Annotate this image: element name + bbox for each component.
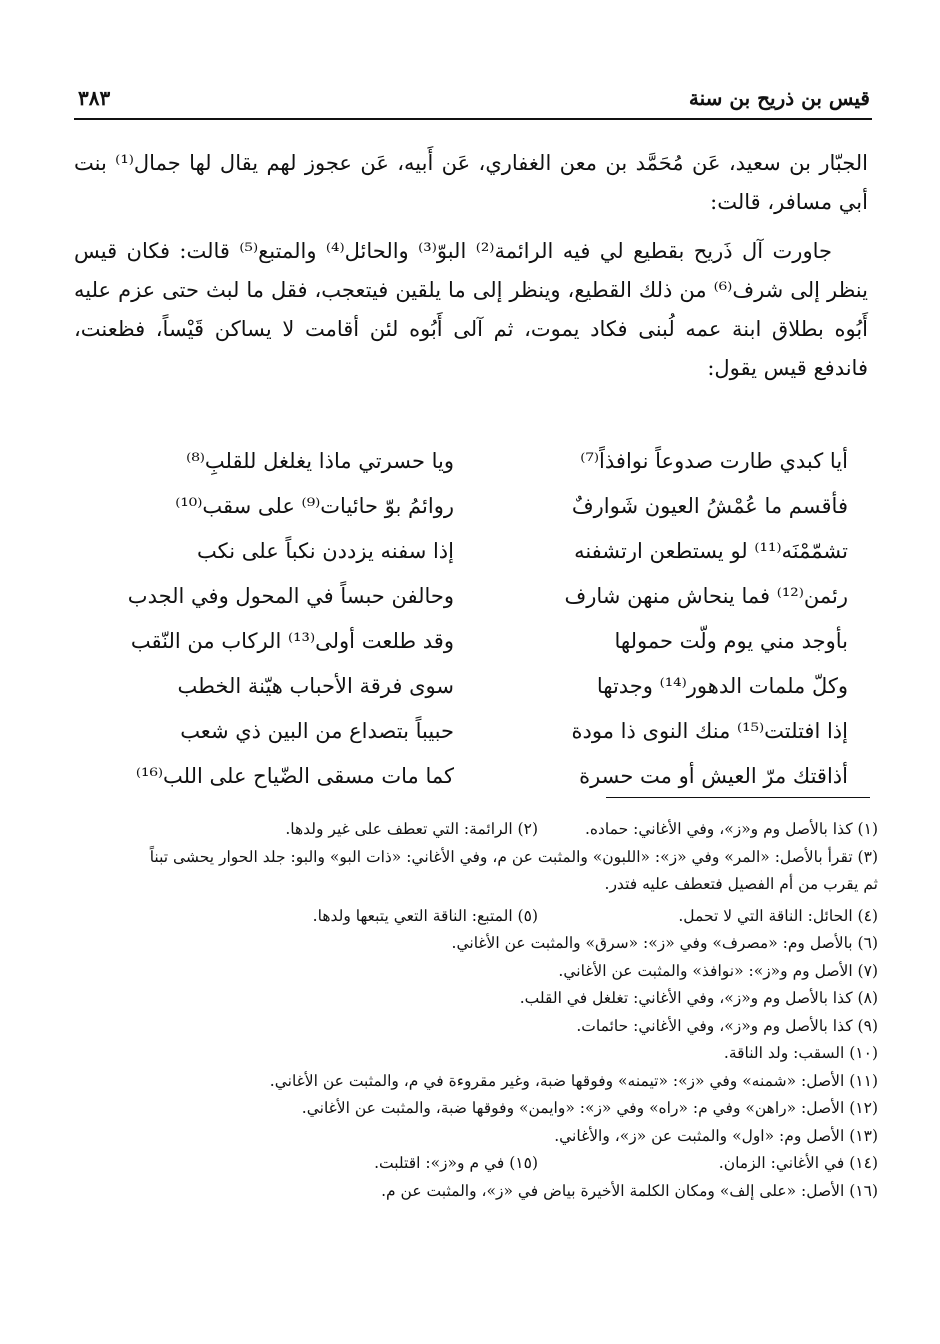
verse-first-hemistich: أيا كبدي طارت صدوعاً نوافذاً⁽⁷⁾: [580, 448, 848, 473]
verse-line: [124, 618, 848, 663]
verse-second-hemistich: وحالفن حبساً في المحول وفي الجدب: [127, 583, 454, 608]
footnote-3-continued: ثم يقرب من أم الفصيل فتعطف عليه فتدر.: [604, 875, 878, 893]
footnote-13: (١٣) الأصل وم: «اول» والمثبت عن «ز»، والأغاني.: [554, 1126, 878, 1145]
footnote-14: (١٤) في الأغاني: الزمان.: [718, 1154, 878, 1172]
verse-second-hemistich: سوى فرقة الأحباب هيّنة الخطب: [177, 673, 454, 698]
poem: [124, 438, 848, 798]
verse-second-hemistich: ويا حسرتي ماذا يغلغل للقلبِ⁽⁸⁾: [186, 448, 454, 473]
verse-first-hemistich: فأقسم ما عُمْشُ العيون شَوارفٌ: [571, 493, 848, 518]
header-divider: [74, 118, 872, 120]
footnote-divider: [606, 797, 870, 798]
verse-first-hemistich: تشمّمْنَه⁽¹¹⁾ لو يستطعن ارتشفنه: [574, 538, 848, 563]
page-number: ٣٨٣: [78, 86, 111, 110]
verse-line: [124, 483, 848, 528]
footnote-1: (١) كذا بالأصل وم و«ز»، وفي الأغاني: حماده.: [584, 820, 878, 838]
verse-line: [124, 438, 848, 483]
verse-line: [124, 753, 848, 798]
verse-first-hemistich: بأوجد مني يوم ولّت حمولها: [614, 628, 848, 653]
running-title: قيس بن ذريح بن سنة: [688, 86, 870, 110]
footnote-row: [70, 1150, 878, 1178]
footnote-3: (٣) تقرأ بالأصل: «المر» وفي «ز»: «اللبون» والمثبت عن م، وفي الأغاني: «ذات البو» والبو: جلد الحوار يحشى تبناً: [149, 847, 878, 866]
footnote-12: (١٢) الأصل: «راهن» وفي م: «راه» وفي «ز»: «وايمن» وفوقها ضبة، والمثبت عن الأغاني.: [301, 1099, 878, 1117]
verse-first-hemistich: إذا افتلتت⁽¹⁵⁾ منك النوى ذا مودة: [571, 718, 848, 743]
footnote-8: (٨) كذا بالأصل وم و«ز»، وفي الأغاني: تغلغل في القلب.: [519, 989, 878, 1007]
verse-second-hemistich: إذا سفنه يزددن نكباً على نكب: [197, 538, 454, 563]
verse-first-hemistich: وكلّ ملمات الدهور⁽¹⁴⁾ وجدتها: [596, 673, 848, 698]
verse-line: [124, 573, 848, 618]
footnote-row: [70, 816, 878, 844]
verse-line: [124, 708, 848, 753]
footnote-2: (٢) الرائمة: التي تعطف على غير ولدها.: [285, 820, 538, 838]
verse-first-hemistich: رئمن⁽¹²⁾ فما ينحاش منهن شارف: [564, 583, 848, 608]
footnote-5: (٥) المتبع: الناقة التعي يتبعها ولدها.: [312, 906, 538, 925]
verse-second-hemistich: وقد طلعت أولى⁽¹³⁾ الركاب من النّقب: [130, 628, 454, 653]
footnote-7: (٧) الأصل وم و«ز»: «نوافذ» والمثبت عن الأغاني.: [558, 961, 878, 980]
main-text: [74, 144, 868, 388]
verse-second-hemistich: روائمُ بوّ حائيات⁽⁹⁾ على سقب⁽¹⁰⁾: [175, 493, 454, 518]
footnotes: [70, 816, 878, 1205]
verse-second-hemistich: حبيباً بتصداع من البين ذي شعب: [180, 718, 454, 743]
paragraph-narrative: جاورت آل ذَريح بقطيع لي فيه الرائمة⁽²⁾ البوّ⁽³⁾ والحائل⁽⁴⁾ والمتبع⁽⁵⁾ قالت: فكان قيس ينظر إلى شرف⁽⁶⁾ من ذلك القطيع، وينظر إلى ما يلقين فيتعجب، فقل ما لبث حتى عزم عليه أَبُوه بطلاق ابنة عمه لُبنى فكاد يموت، ثم آلى أَبُوه لئن أقامت لا يساكن قَيْساً، فظعنت، فاندفع قيس يقول:: [74, 239, 868, 380]
footnote-16: (١٦) الأصل: «على إلف» ومكان الكلمة الأخيرة بياض في «ز»، والمثبت عن م.: [381, 1181, 878, 1200]
verse-line: [124, 528, 848, 573]
footnote-6: (٦) بالأصل وم: «مصرف» وفي «ز»: «سرق» والمثبت عن الأغاني.: [451, 934, 878, 952]
footnote-11: (١١) الأصل: «شمنه» وفي «ز»: «تيمنه» وفوقها ضبة، وغير مقروءة في م، والمثبت عن الأغاني.: [269, 1071, 878, 1090]
verse-line: [124, 663, 848, 708]
paragraph-isnad: الجبّار بن سعيد، عَن مُحَمَّد بن معن الغفاري، عَن أَبيه، عَن عجوز لهم يقال لها جمال⁽¹⁾ بنت أبي مسافر، قالت:: [74, 151, 868, 214]
verse-second-hemistich: كما مات مسقى الضّياح على اللب⁽¹⁶⁾: [135, 763, 454, 788]
footnote-15: (١٥) في م و«ز»: اقتلبت.: [374, 1154, 538, 1172]
footnote-9: (٩) كذا بالأصل وم و«ز»، وفي الأغاني: حائمات.: [576, 1016, 878, 1035]
footnote-4: (٤) الحائل: الناقة التي لا تحمل.: [678, 906, 878, 925]
verse-first-hemistich: أذاقتك مرّ العيش أو مت حسرة: [579, 763, 848, 788]
footnote-row: [70, 903, 878, 931]
running-header: [78, 76, 870, 110]
footnote-10: (١٠) السقب: ولد الناقة.: [723, 1044, 878, 1062]
